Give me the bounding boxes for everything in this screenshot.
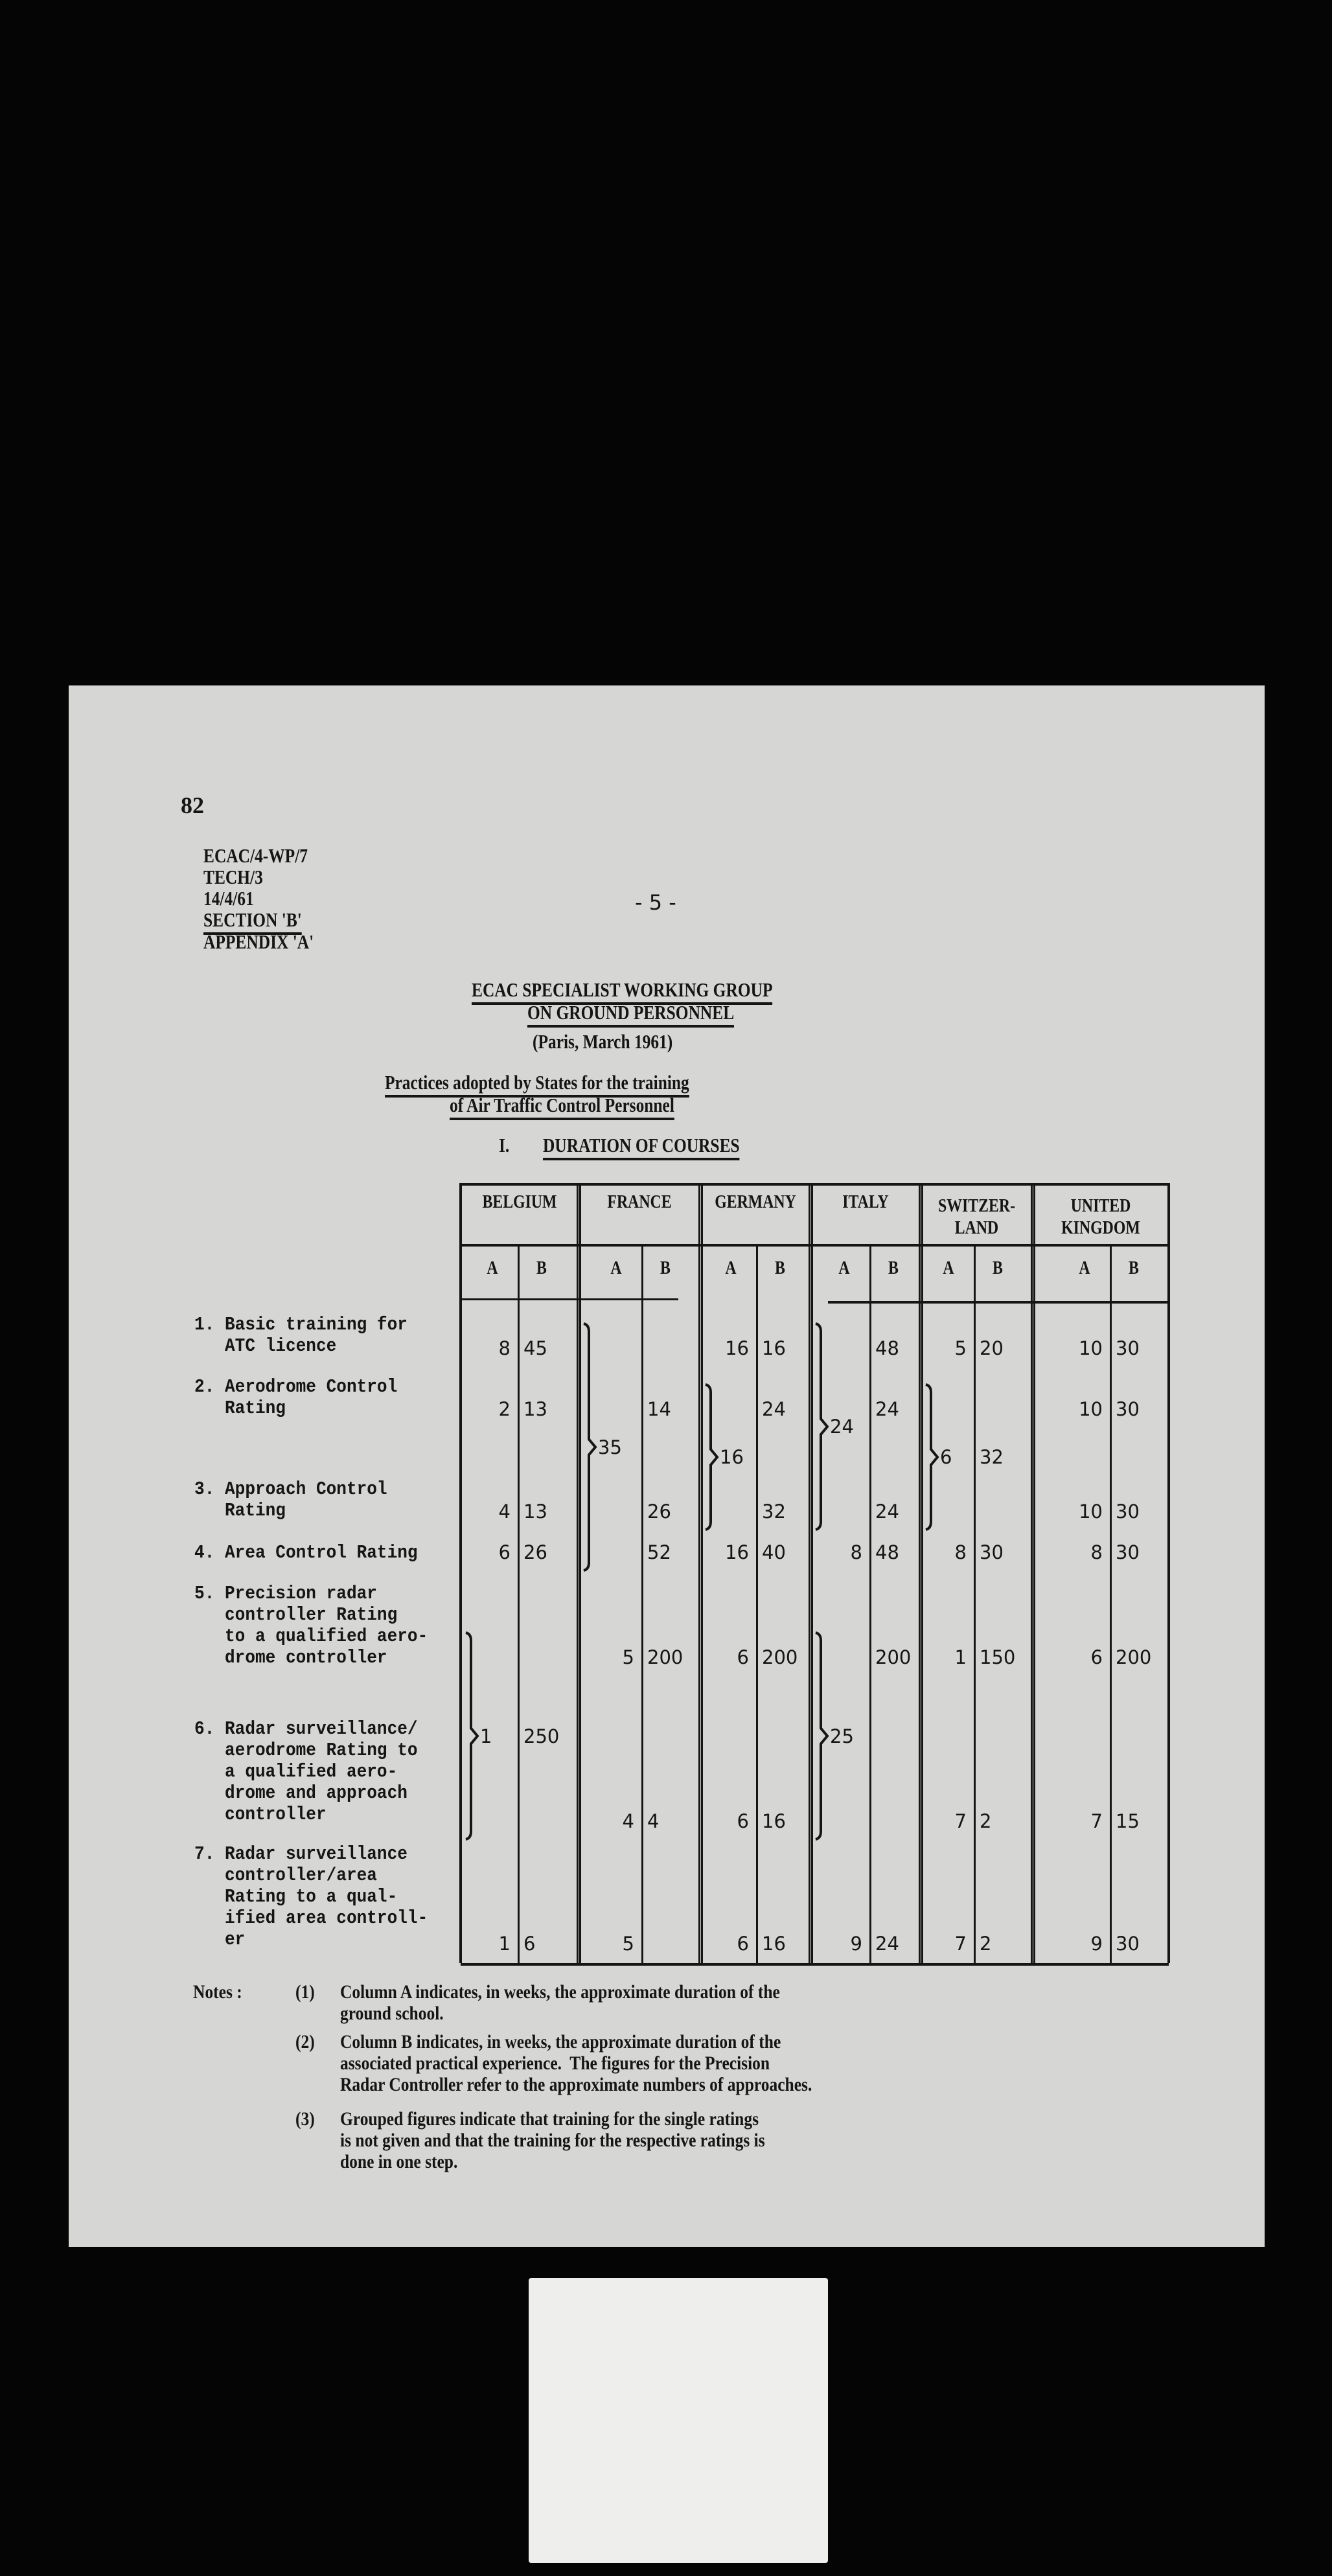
- value-a: 6: [1090, 1646, 1103, 1668]
- column-b-header: B: [775, 1258, 785, 1278]
- row-label: 2. Aerodrome Control Rating: [194, 1376, 398, 1419]
- country-header: SWITZER-: [937, 1196, 1016, 1216]
- value-b: 40: [762, 1541, 786, 1563]
- note-number: (1): [295, 1981, 315, 2003]
- value-b: 48: [875, 1337, 899, 1359]
- column-border: [1031, 1183, 1035, 1963]
- value-b: 16: [762, 1337, 786, 1359]
- reference-line: APPENDIX 'A': [203, 930, 314, 953]
- value-a: 6: [737, 1933, 749, 1955]
- country-header: UNITED: [1070, 1196, 1131, 1216]
- value-a: 8: [850, 1541, 862, 1563]
- page-marker: - 5 -: [635, 890, 676, 915]
- value-b: 16: [762, 1933, 786, 1955]
- ab-divider: [641, 1244, 643, 1963]
- column-b-header: B: [888, 1258, 899, 1278]
- column-b-header: B: [660, 1258, 671, 1278]
- row-label: 4. Area Control Rating: [194, 1542, 418, 1563]
- subheader-divider: [461, 1298, 678, 1300]
- value-a: 10: [1079, 1501, 1103, 1523]
- country-header: GERMANY: [715, 1192, 796, 1212]
- value-a: 4: [622, 1810, 634, 1832]
- value-b: 2: [980, 1933, 992, 1955]
- grouped-value-a: 6: [940, 1446, 952, 1468]
- value-b: 200: [647, 1646, 683, 1668]
- value-b: 16: [762, 1810, 786, 1832]
- value-b: 30: [980, 1541, 1004, 1563]
- value-b: 200: [875, 1646, 912, 1668]
- column-a-header: A: [487, 1258, 498, 1278]
- column-b-header: B: [1129, 1258, 1139, 1278]
- value-b: 150: [980, 1646, 1016, 1668]
- column-border: [1167, 1183, 1170, 1963]
- value-b: 15: [1116, 1810, 1140, 1832]
- value-a: 9: [1090, 1933, 1103, 1955]
- value-a: 16: [725, 1541, 749, 1563]
- value-b: 14: [647, 1398, 671, 1420]
- value-a: 16: [725, 1337, 749, 1359]
- row-label: 5. Precision radar controller Rating to a qualified aero- drome controller: [194, 1583, 428, 1668]
- value-b: 24: [875, 1501, 899, 1523]
- blank-card: [529, 2278, 828, 2563]
- column-a-header: A: [838, 1258, 850, 1278]
- grouped-value-a: 24: [830, 1416, 854, 1438]
- value-b: 48: [875, 1541, 899, 1563]
- ab-divider: [869, 1244, 871, 1963]
- section-number: I.: [499, 1134, 510, 1156]
- group-bracket-icon: [814, 1322, 831, 1531]
- ab-divider: [1110, 1244, 1112, 1963]
- ab-divider: [756, 1244, 758, 1963]
- value-a: 8: [1090, 1541, 1103, 1563]
- column-border: [919, 1183, 923, 1963]
- note-text: Grouped figures indicate that training for the single ratings is not given and that the training for the respective ratings is done in one step.: [340, 2108, 765, 2172]
- row-label: 1. Basic training for ATC licence: [194, 1314, 408, 1357]
- value-a: 2: [498, 1398, 511, 1420]
- subtitle-line-1: Practices adopted by States for the training: [385, 1071, 689, 1098]
- country-header: FRANCE: [607, 1192, 672, 1212]
- value-b: 24: [762, 1398, 786, 1420]
- group-bracket-icon: [465, 1631, 481, 1841]
- country-header: ITALY: [842, 1192, 889, 1212]
- value-b: 26: [647, 1501, 671, 1523]
- value-b: 200: [762, 1646, 798, 1668]
- value-b: 30: [1116, 1541, 1140, 1563]
- value-b: 30: [1116, 1398, 1140, 1420]
- note-number: (2): [295, 2031, 315, 2053]
- value-a: 8: [954, 1541, 967, 1563]
- grouped-value-a: 16: [720, 1446, 744, 1468]
- page-number: 82: [181, 792, 204, 818]
- row-label: 6. Radar surveillance/ aerodrome Rating to a qualified aero- drome and approach controller: [194, 1718, 418, 1825]
- group-bracket-icon: [814, 1631, 831, 1841]
- value-b: 20: [980, 1337, 1004, 1359]
- value-b: 24: [875, 1933, 899, 1955]
- grouped-value-a: 1: [480, 1725, 492, 1747]
- subheader-divider: [828, 1301, 1169, 1304]
- title-line-2: ON GROUND PERSONNEL: [527, 1001, 734, 1028]
- value-b: 26: [523, 1541, 547, 1563]
- note-text: Column A indicates, in weeks, the approximate duration of the ground school.: [340, 1981, 780, 2024]
- value-b: 32: [762, 1501, 786, 1523]
- value-a: 4: [498, 1501, 511, 1523]
- notes-label: Notes :: [193, 1981, 242, 2003]
- reference-line: TECH/3: [203, 866, 263, 888]
- grouped-value-a: 35: [598, 1436, 622, 1458]
- column-b-header: B: [993, 1258, 1003, 1278]
- value-a: 5: [622, 1933, 634, 1955]
- value-b: 13: [523, 1501, 547, 1523]
- reference-line: 14/4/61: [203, 887, 254, 910]
- reference-line: ECAC/4-WP/7: [203, 844, 308, 867]
- value-a: 10: [1079, 1398, 1103, 1420]
- header-divider: [461, 1244, 1169, 1247]
- value-a: 5: [954, 1337, 967, 1359]
- column-border: [698, 1183, 703, 1963]
- value-b: 24: [875, 1398, 899, 1420]
- value-a: 8: [498, 1337, 511, 1359]
- ab-divider: [518, 1244, 520, 1963]
- country-header: LAND: [954, 1218, 999, 1238]
- table-bottom-border: [461, 1963, 1169, 1966]
- value-b: 2: [980, 1810, 992, 1832]
- reference-line: SECTION 'B': [203, 908, 302, 935]
- value-b: 30: [1116, 1501, 1140, 1523]
- title-line-1: ECAC SPECIALIST WORKING GROUP: [472, 978, 772, 1005]
- group-bracket-icon: [704, 1383, 721, 1531]
- value-b: 45: [523, 1337, 547, 1359]
- subtitle-line-2: of Air Traffic Control Personnel: [450, 1094, 674, 1120]
- column-b-header: B: [536, 1258, 547, 1278]
- value-b: 13: [523, 1398, 547, 1420]
- value-a: 7: [954, 1933, 967, 1955]
- value-a: 10: [1079, 1337, 1103, 1359]
- column-a-header: A: [725, 1258, 737, 1278]
- value-b: 4: [647, 1810, 660, 1832]
- column-border: [809, 1183, 813, 1963]
- country-header: BELGIUM: [482, 1192, 557, 1212]
- column-a-header: A: [610, 1258, 622, 1278]
- place-date: (Paris, March 1961): [533, 1030, 673, 1053]
- value-a: 1: [498, 1933, 511, 1955]
- value-a: 9: [850, 1933, 862, 1955]
- grouped-value-b: 250: [523, 1725, 560, 1747]
- value-a: 5: [622, 1646, 634, 1668]
- value-a: 1: [954, 1646, 967, 1668]
- row-label: 3. Approach Control Rating: [194, 1478, 387, 1521]
- value-b: 200: [1116, 1646, 1152, 1668]
- note-text: Column B indicates, in weeks, the approximate duration of the associated practical experience. The figures for the Precision Radar Controller refer to the approximate numbers of approaches.: [340, 2031, 812, 2095]
- value-b: 52: [647, 1541, 671, 1563]
- value-a: 7: [1090, 1810, 1103, 1832]
- note-number: (3): [295, 2108, 315, 2130]
- value-a: 6: [737, 1810, 749, 1832]
- country-header: KINGDOM: [1061, 1218, 1140, 1238]
- column-a-header: A: [1079, 1258, 1090, 1278]
- value-a: 6: [498, 1541, 511, 1563]
- value-b: 30: [1116, 1337, 1140, 1359]
- group-bracket-icon: [582, 1322, 599, 1572]
- table-top-border: [461, 1183, 1169, 1186]
- grouped-value-a: 25: [830, 1725, 854, 1747]
- value-a: 6: [737, 1646, 749, 1668]
- value-a: 7: [954, 1810, 967, 1832]
- column-a-header: A: [943, 1258, 954, 1278]
- group-bracket-icon: [924, 1383, 941, 1531]
- value-b: 6: [523, 1933, 536, 1955]
- value-b: 30: [1116, 1933, 1140, 1955]
- grouped-value-b: 32: [980, 1446, 1004, 1468]
- row-label: 7. Radar surveillance controller/area Rating to a qual- ified area controll- er: [194, 1843, 428, 1950]
- ab-divider: [974, 1244, 976, 1963]
- section-title: DURATION OF COURSES: [543, 1134, 740, 1160]
